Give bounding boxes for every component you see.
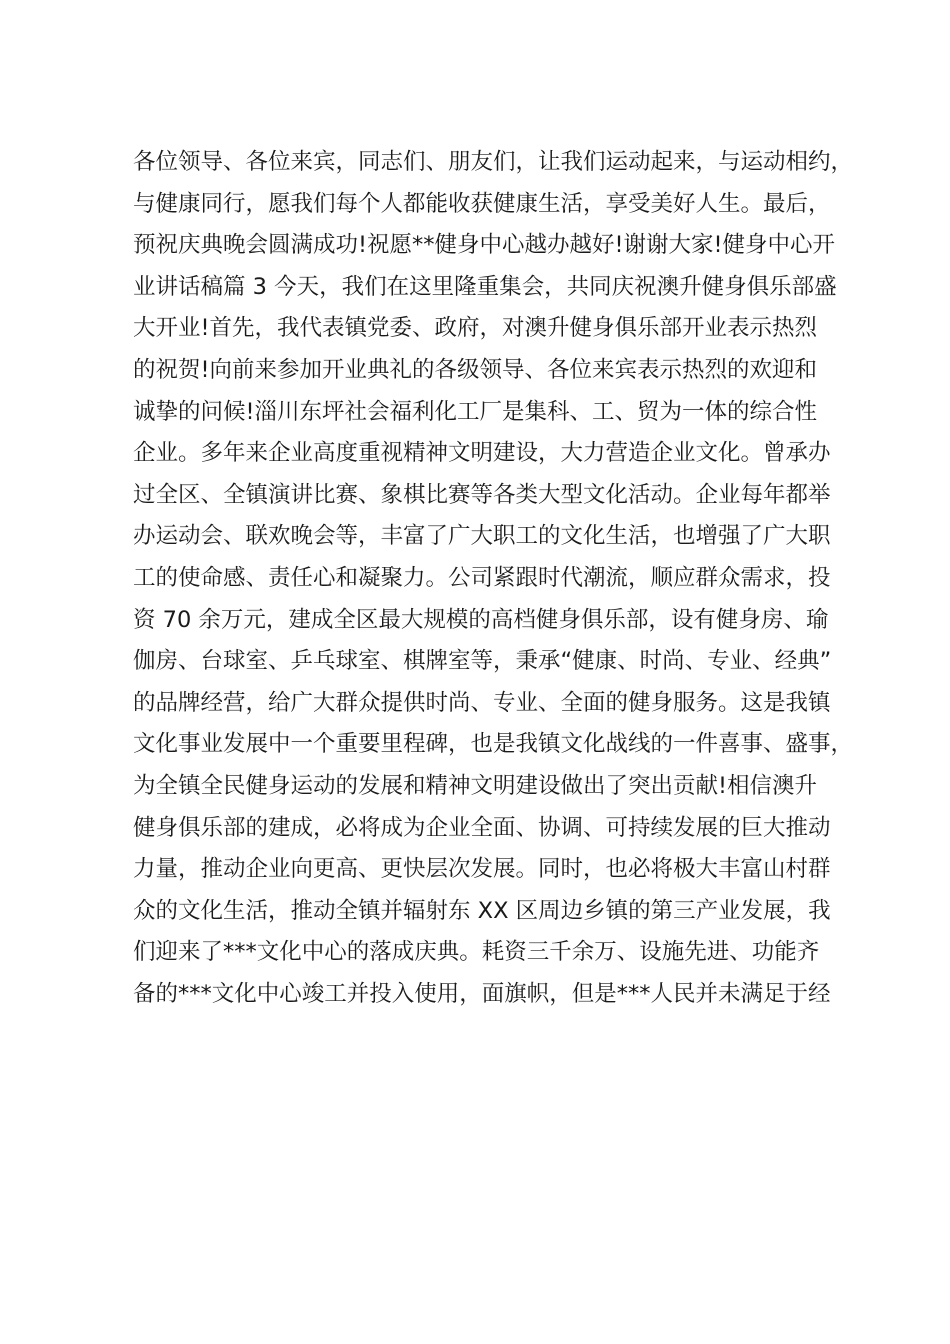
text-line: 过全区、全镇演讲比赛、象棋比赛等各类大型文化活动。企业每年都举	[133, 481, 831, 508]
text-line: 业讲话稿篇 3 今天，我们在这里隆重集会，共同庆祝澳升健身俱乐部盛	[133, 273, 837, 300]
text-line: 的品牌经营，给广大群众提供时尚、专业、全面的健身服务。这是我镇	[133, 689, 831, 716]
text-line: 企业。多年来企业高度重视精神文明建设，大力营造企业文化。曾承办	[133, 440, 831, 467]
text-line: 备的***文化中心竣工并投入使用，面旗帜，但是***人民并未满足于经	[133, 980, 831, 1007]
text-line: 办运动会、联欢晚会等，丰富了广大职工的文化生活，也增强了广大职	[133, 523, 831, 550]
text-line: 健身俱乐部的建成，必将成为企业全面、协调、可持续发展的巨大推动	[133, 814, 831, 841]
text-line: 与健康同行，愿我们每个人都能收获健康生活，享受美好人生。最后，	[133, 190, 831, 217]
text-line: 伽房、台球室、乒乓球室、棋牌室等，秉承“健康、时尚、专业、经典”	[133, 648, 832, 675]
text-line: 诚挚的问候!淄川东坪社会福利化工厂是集科、工、贸为一体的综合性	[133, 398, 818, 425]
text-line: 文化事业发展中一个重要里程碑，也是我镇文化战线的一件喜事、盛事，	[133, 731, 853, 758]
text-line: 们迎来了***文化中心的落成庆典。耗资三千余万、设施先进、功能齐	[133, 939, 820, 966]
text-line: 力量，推动企业向更高、更快层次发展。同时，也必将极大丰富山村群	[133, 856, 831, 883]
text-line: 的祝贺!向前来参加开业典礼的各级领导、各位来宾表示热烈的欢迎和	[133, 356, 818, 383]
text-line: 各位领导、各位来宾，同志们、朋友们，让我们运动起来，与运动相约，	[133, 149, 853, 175]
text-line: 众的文化生活，推动全镇并辐射东 XX 区周边乡镇的第三产业发展，我	[133, 897, 831, 924]
text-line: 资 70 余万元，建成全区最大规模的高档健身俱乐部，设有健身房、瑜	[133, 606, 829, 633]
text-line: 预祝庆典晚会圆满成功!祝愿**健身中心越办越好!谢谢大家!健身中心开	[133, 232, 836, 259]
text-line: 为全镇全民健身运动的发展和精神文明建设做出了突出贡献!相信澳升	[133, 772, 818, 799]
text-line: 大开业!首先，我代表镇党委、政府，对澳升健身俱乐部开业表示热烈	[133, 315, 818, 342]
text-line: 工的使命感、责任心和凝聚力。公司紧跟时代潮流，顺应群众需求，投	[133, 564, 831, 591]
body-text	[133, 142, 853, 1015]
